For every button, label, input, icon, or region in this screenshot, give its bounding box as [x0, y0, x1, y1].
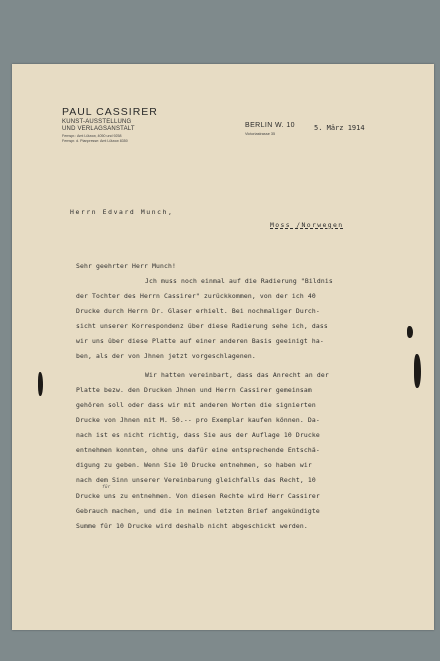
- letterhead-line-2: UND VERLAGSANSTALT: [62, 126, 135, 132]
- letterhead-city: BERLIN W. 10: [245, 122, 295, 129]
- letterhead-phone-2: Fernspr. d. Pianpresse: Amt Lützow 8350: [62, 139, 128, 143]
- body-line: Drucke uns zu entnehmen. Von diesen Rechte wird Herr Cassirer: [76, 492, 320, 500]
- body-line: sicht unserer Korrespondenz über diese Radierung sehe ich, dass: [76, 322, 328, 330]
- letter-date: 5. März 1914: [314, 124, 365, 132]
- letterhead-street: Victoriastrasse 35: [245, 132, 276, 136]
- body-line: Gebrauch machen, und die in meinen letzten Brief angekündigte: [76, 507, 320, 515]
- ink-stain: [414, 354, 421, 388]
- ink-stain: [407, 326, 413, 338]
- handwritten-insertion: für: [102, 485, 111, 490]
- body-line: der Tochter des Herrn Cassirer" zurückkommen, von der ich 40: [76, 292, 316, 300]
- salutation: Sehr geehrter Herr Munch!: [76, 262, 176, 270]
- body-line: Summe für 10 Drucke wird deshalb nicht abgeschickt werden.: [76, 522, 308, 530]
- letter-sheet: [12, 64, 434, 630]
- body-line: Platte bezw. den Drucken Jhnen und Herrn Cassirer gemeinsam: [76, 386, 312, 394]
- ink-stain: [38, 372, 43, 396]
- letterhead-line-1: KUNST-AUSSTELLUNG: [62, 119, 132, 125]
- recipient-place: Moss /Norwegen: [270, 221, 344, 229]
- letterhead-phone-1: Fernspr.: Amt Lützow, 4050 und 9258: [62, 134, 122, 138]
- body-line: Jch muss noch einmal auf die Radierung "Bildnis: [145, 277, 333, 285]
- letterhead-name: PAUL CASSIRER: [62, 106, 158, 118]
- body-line: Drucke durch Herrn Dr. Glaser erhielt. Bei nochmaliger Durch-: [76, 307, 320, 315]
- body-line: digung zu geben. Wenn Sie 10 Drucke entnehmen, so haben wir: [76, 461, 312, 469]
- body-line: ben, als der von Jhnen jetzt vorgeschlagenen.: [76, 352, 256, 360]
- body-line: entnehmen konnten, ohne uns dafür eine entsprechende Entschä-: [76, 446, 320, 454]
- body-line: Drucke von Jhnen mit M. 50.-- pro Exemplar kaufen können. Da-: [76, 416, 320, 424]
- body-line: wir uns über diese Platte auf einer anderen Basis geeinigt ha-: [76, 337, 324, 345]
- body-line: nach ist es nicht richtig, dass Sie aus der Auflage 10 Drucke: [76, 431, 320, 439]
- body-line: gehören soll oder dass wir mit anderen Worten die signierten: [76, 401, 316, 409]
- recipient-name: Herrn Edvard Munch,: [70, 208, 174, 216]
- body-line: nach dem Sinn unserer Vereinbarung gleichfalls das Recht, 10: [76, 476, 316, 484]
- body-line: Wir hatten vereinbart, dass das Anrecht an der: [145, 371, 329, 379]
